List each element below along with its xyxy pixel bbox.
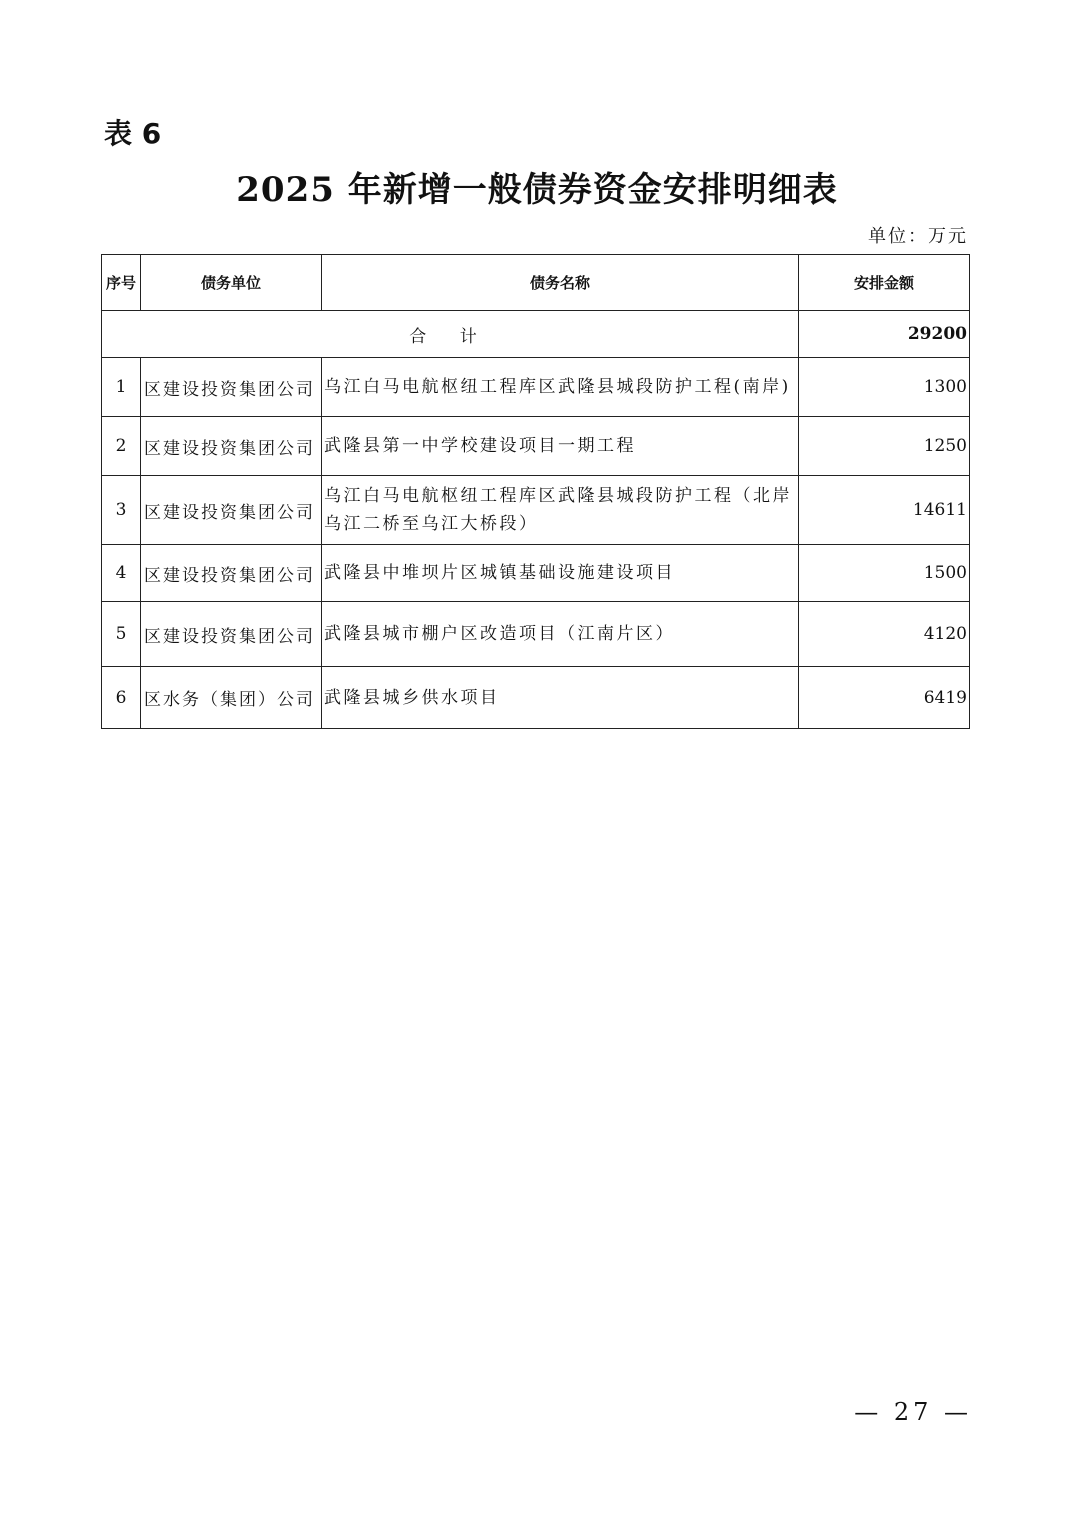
row-name: 武隆县中堆坝片区城镇基础设施建设项目 — [322, 545, 799, 602]
row-seq: 6 — [102, 667, 141, 729]
table-row — [102, 545, 970, 602]
row-unit: 区建设投资集团公司 — [141, 476, 322, 545]
row-unit: 区建设投资集团公司 — [141, 602, 322, 667]
table-row — [102, 667, 970, 729]
page-title: 2025 年新增一般债券资金安排明细表 — [236, 170, 838, 210]
row-name: 乌江白马电航枢纽工程库区武隆县城段防护工程(南岸) — [322, 358, 799, 417]
row-name: 武隆县第一中学校建设项目一期工程 — [322, 417, 799, 476]
table-label: 表 6 — [104, 117, 162, 150]
total-value: 29200 — [799, 311, 970, 358]
total-row — [102, 311, 970, 358]
row-seq: 4 — [102, 545, 141, 602]
table-row — [102, 602, 970, 667]
table-row — [102, 417, 970, 476]
row-amount: 1300 — [799, 358, 970, 417]
row-amount: 6419 — [799, 667, 970, 729]
header-amount: 安排金额 — [799, 255, 970, 311]
table-row — [102, 476, 970, 545]
row-seq: 2 — [102, 417, 141, 476]
table-row — [102, 358, 970, 417]
header-row — [102, 255, 970, 311]
row-seq: 5 — [102, 602, 141, 667]
row-name: 武隆县城市棚户区改造项目（江南片区） — [322, 602, 799, 667]
header-seq: 序号 — [102, 255, 141, 311]
row-unit: 区建设投资集团公司 — [141, 545, 322, 602]
row-amount: 1250 — [799, 417, 970, 476]
debt-table — [101, 254, 970, 729]
row-amount: 4120 — [799, 602, 970, 667]
page-number: — 27 — — [854, 1398, 972, 1426]
row-unit: 区建设投资集团公司 — [141, 417, 322, 476]
row-seq: 3 — [102, 476, 141, 545]
row-unit: 区建设投资集团公司 — [141, 358, 322, 417]
total-label: 合 计 — [102, 311, 799, 358]
row-name: 武隆县城乡供水项目 — [322, 667, 799, 729]
row-amount: 14611 — [799, 476, 970, 545]
header-name: 债务名称 — [322, 255, 799, 311]
header-unit: 债务单位 — [141, 255, 322, 311]
row-amount: 1500 — [799, 545, 970, 602]
row-unit: 区水务（集团）公司 — [141, 667, 322, 729]
row-name: 乌江白马电航枢纽工程库区武隆县城段防护工程（北岸乌江二桥至乌江大桥段） — [322, 476, 799, 545]
unit-note: 单位：万元 — [868, 226, 968, 247]
row-seq: 1 — [102, 358, 141, 417]
